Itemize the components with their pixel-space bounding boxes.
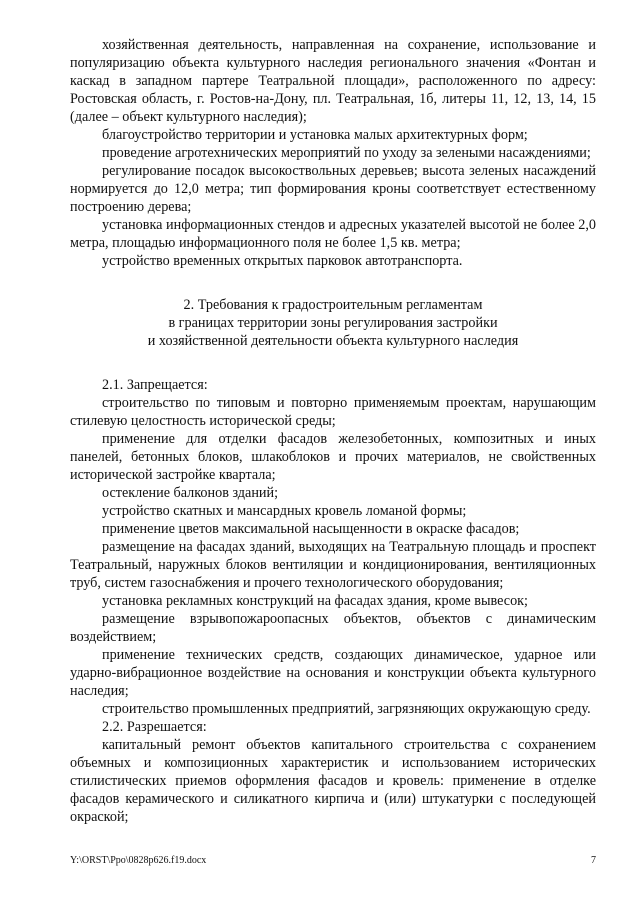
paragraph: размещение на фасадах зданий, выходящих на Театральную площадь и проспект Театральный, наружных блоков вентиляции и кондиционирования, вентиляционных труб, систем газоснабжения и прочего технологического оборудования; bbox=[70, 539, 596, 591]
heading-line: и хозяйственной деятельности объекта культурного наследия bbox=[147, 333, 519, 349]
paragraph: установка информационных стендов и адресных указателей высотой не более 2,0 метра, площадью информационного поля не более 1,5 кв. метра; bbox=[70, 217, 596, 251]
paragraph: установка рекламных конструкций на фасадах здания, кроме вывесок; bbox=[102, 593, 528, 609]
paragraph: применение для отделки фасадов железобетонных, композитных и иных панелей, бетонных блоков, шлакоблоков и прочих материалов, не свойственных исторической застройке квартала; bbox=[70, 431, 596, 483]
heading-line: 2. Требования к градостроительным регламентам bbox=[183, 297, 483, 313]
page-number: 7 bbox=[591, 855, 596, 866]
paragraph: регулирование посадок высокоствольных деревьев; высота зеленых насаждений нормируется до 12,0 метра; тип формирования кроны соответствует естественному построению дерева; bbox=[70, 163, 596, 215]
paragraph: устройство скатных и мансардных кровель ломаной формы; bbox=[102, 503, 467, 519]
paragraph: благоустройство территории и установка малых архитектурных форм; bbox=[102, 127, 528, 143]
file-path: Y:\ORST\Ppo\0828p626.f19.docx bbox=[70, 855, 207, 866]
paragraph: размещение взрывопожароопасных объектов, объектов с динамическим воздействием; bbox=[70, 611, 596, 645]
subsection-title: 2.1. Запрещается: bbox=[102, 377, 208, 393]
paragraph: капитальный ремонт объектов капитального строительства с сохранением объемных и композиционных характеристик и использованием исторических стилистических приемов оформления фасадов и кровель: применение в отделке фасадов керамического и силикатного кирпича и (или) штукатурки с последующей окраской; bbox=[70, 737, 596, 825]
paragraph: проведение агротехнических мероприятий по уходу за зелеными насаждениями; bbox=[102, 145, 591, 161]
paragraph: остекление балконов зданий; bbox=[102, 485, 279, 501]
paragraph: применение цветов максимальной насыщенности в окраске фасадов; bbox=[102, 521, 520, 537]
heading-line: в границах территории зоны регулирования застройки bbox=[168, 315, 498, 331]
paragraph: применение технических средств, создающих динамическое, ударное или ударно-вибрационное воздействие на основания и конструкции объекта культурного наследия; bbox=[70, 647, 596, 699]
permitted-block bbox=[70, 718, 596, 826]
paragraph: хозяйственная деятельность, направленная на сохранение, использование и популяризацию объекта культурного наследия регионального значения «Фонтан и каскад в западном партере Театральной площади», расположенного по адресу: Ростовская область, г. Ростов-на-Дону, пл. Театральная, 1б, литеры 11, 12, 13, 14, 15 (далее – объект культурного наследия); bbox=[70, 37, 596, 125]
paragraph: строительство промышленных предприятий, загрязняющих окружающую среду. bbox=[102, 701, 591, 717]
document-page bbox=[70, 36, 596, 826]
intro-block bbox=[70, 36, 596, 270]
section-heading bbox=[70, 296, 596, 350]
paragraph: устройство временных открытых парковок автотранспорта. bbox=[102, 253, 463, 269]
subsection-title: 2.2. Разрешается: bbox=[102, 719, 207, 735]
paragraph: строительство по типовым и повторно применяемым проектам, нарушающим стилевую целостность исторической среды; bbox=[70, 395, 596, 429]
prohibited-block bbox=[70, 376, 596, 718]
page-footer bbox=[70, 855, 596, 866]
